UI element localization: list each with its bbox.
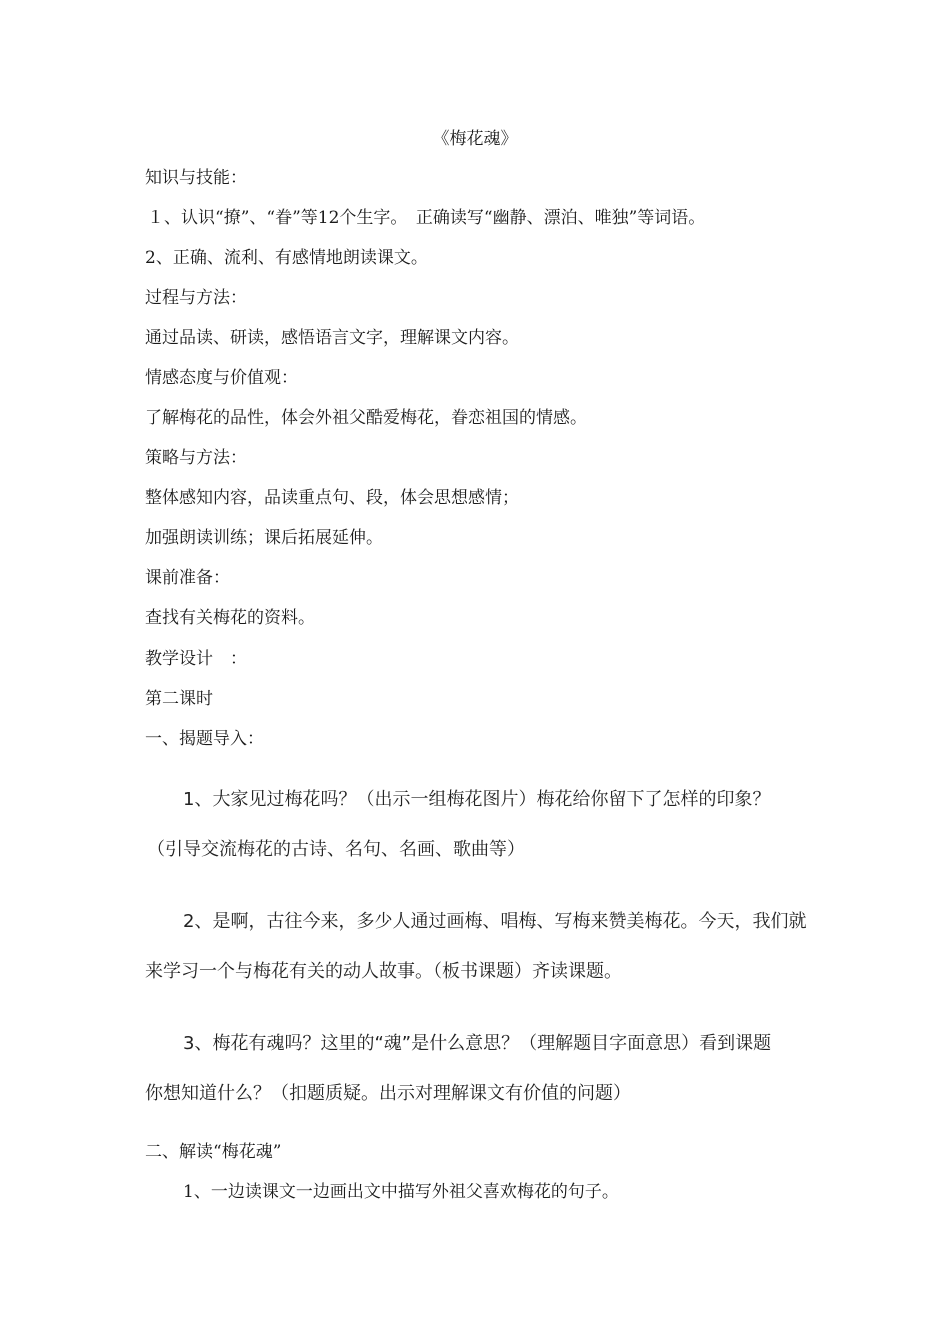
heading-preparation: 课前准备： bbox=[145, 568, 230, 588]
heading-process-methods: 过程与方法： bbox=[145, 288, 247, 308]
paragraph-line: 你想知道什么？（扣题质疑。出示对理解课文有价值的问题） bbox=[145, 1083, 631, 1104]
text-line: 加强朗读训练；课后拓展延伸。 bbox=[145, 528, 383, 548]
text-line: 2、正确、流利、有感情地朗读课文。 bbox=[145, 248, 428, 268]
heading-knowledge-skills: 知识与技能： bbox=[145, 168, 247, 188]
document-title: 《梅花魂》 bbox=[432, 129, 518, 149]
text-line: 1、一边读课文一边画出文中描写外祖父喜欢梅花的句子。 bbox=[183, 1182, 619, 1202]
paragraph-line: 来学习一个与梅花有关的动人故事。（板书课题）齐读课题。 bbox=[145, 961, 622, 982]
text-line: 了解梅花的品性，体会外祖父酷爱梅花，眷恋祖国的情感。 bbox=[145, 408, 587, 428]
paragraph-line: 1、大家见过梅花吗？（出示一组梅花图片）梅花给你留下了怎样的印象？ bbox=[183, 789, 771, 810]
paragraph-line: 3、梅花有魂吗？这里的“魂”是什么意思？（理解题目字面意思）看到课题 bbox=[183, 1033, 772, 1054]
text-line: 整体感知内容，品读重点句、段，体会思想感情； bbox=[145, 488, 519, 508]
text-line: 通过品读、研读，感悟语言文字，理解课文内容。 bbox=[145, 328, 519, 348]
heading-second-lesson: 第二课时 bbox=[145, 689, 213, 709]
heading-section-one: 一、揭题导入： bbox=[145, 729, 264, 749]
heading-section-two: 二、解读“梅花魂” bbox=[145, 1142, 282, 1162]
heading-strategy: 策略与方法： bbox=[145, 448, 247, 468]
paragraph-line: 2、是啊，古往今来，多少人通过画梅、唱梅、写梅来赞美梅花。今天，我们就 bbox=[183, 911, 807, 932]
heading-teaching-design: 教学设计 ： bbox=[145, 649, 247, 669]
paragraph-line: （引导交流梅花的古诗、名句、名画、歌曲等） bbox=[147, 839, 525, 860]
text-line: 查找有关梅花的资料。 bbox=[145, 608, 315, 628]
text-line: １、认识“撩”、“眷”等12个生字。 正确读写“幽静、漂泊、唯独”等词语。 bbox=[147, 208, 706, 228]
heading-emotion-values: 情感态度与价值观： bbox=[145, 368, 298, 388]
